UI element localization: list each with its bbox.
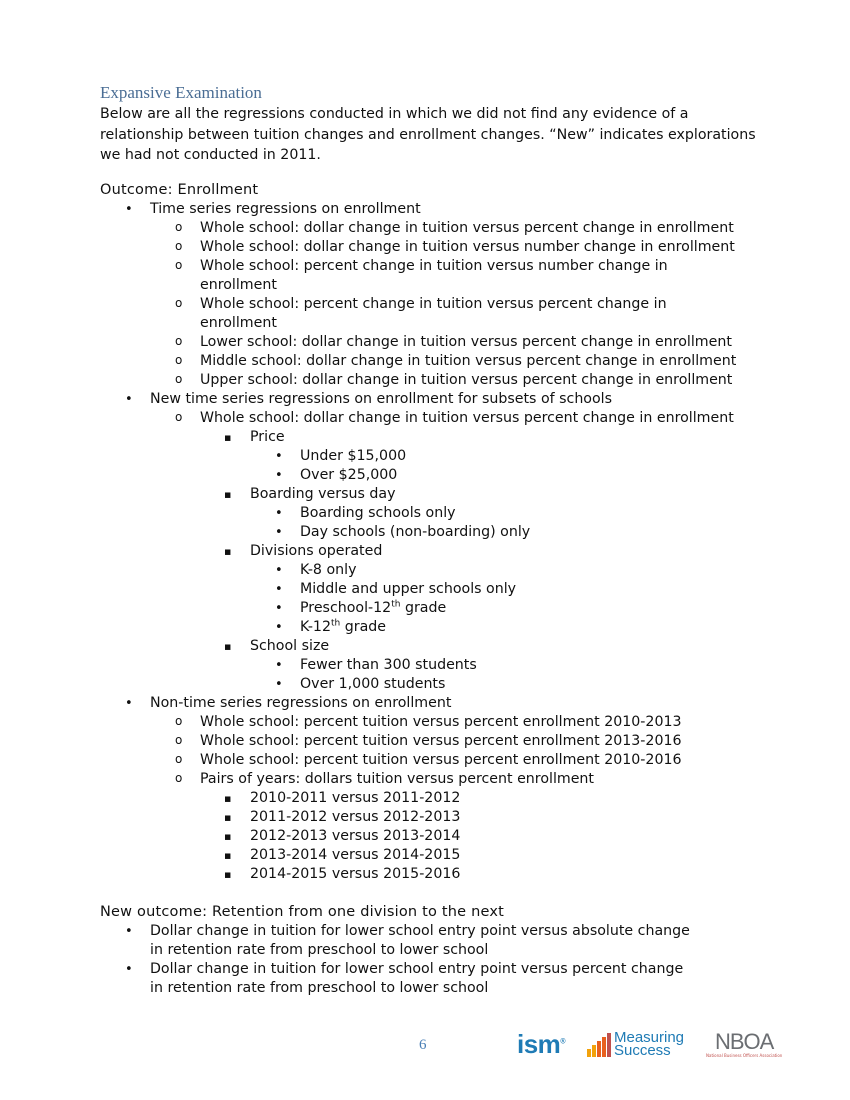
list-item: • Preschool-12th grade — [100, 599, 760, 618]
list-item: • K-8 only — [100, 561, 760, 580]
list-item: o Middle school: dollar change in tuition versus percent change in enrollment — [100, 352, 760, 371]
list-item: ▪ Divisions operated • K-8 only • Middle and upper schools only • Preschool-12th grade • K-12th grade — [100, 542, 760, 637]
list-item: • Time series regressions on enrollment o Whole school: dollar change in tuition versus percent change in enrollment o Whole school: dollar change in tuition versus number change in enrollment o Whole school: percent change in tuition versus number change in enrollment o Whole school: percent change in tuition versus percent change in enrollment o Lower school: dollar change in tuition versus percent change in enrollment o Middle school: dollar change in tuition versus percent change in enrollment o Upper school: dollar change in tuition versus percent change in enrollment — [100, 200, 760, 390]
outcome-enrollment-heading: Outcome: Enrollment — [100, 181, 259, 198]
list-item: • Under $15,000 — [100, 447, 760, 466]
footer-logos — [517, 1026, 782, 1062]
list-item: ▪ 2012-2013 versus 2013-2014 — [100, 827, 760, 846]
list-item: • Middle and upper schools only — [100, 580, 760, 599]
section-title: Expansive Examination — [100, 83, 262, 102]
list-item: • Over 1,000 students — [100, 675, 760, 694]
list-item: o Lower school: dollar change in tuition versus percent change in enrollment — [100, 333, 760, 352]
list-item: • K-12th grade — [100, 618, 760, 637]
list-item: o Whole school: percent tuition versus percent enrollment 2010-2016 — [100, 751, 760, 770]
measuring-success-logo: Measuring Success — [587, 1031, 684, 1057]
list-item: ▪ Price • Under $15,000 • Over $25,000 — [100, 428, 760, 485]
list-item: • Day schools (non-boarding) only — [100, 523, 760, 542]
intro-paragraph: Below are all the regressions conducted in which we did not find any evidence of a relationship between tuition changes and enrollment changes. “New” indicates explorations we had not conducted in 2011. — [100, 106, 756, 163]
list-item: ▪ 2014-2015 versus 2015-2016 — [100, 865, 760, 884]
list-item: • Dollar change in tuition for lower school entry point versus percent change in retention rate from preschool to lower school — [100, 960, 690, 998]
list-item: ▪ 2013-2014 versus 2014-2015 — [100, 846, 760, 865]
list-item: o Whole school: percent change in tuition versus percent change in enrollment — [100, 295, 690, 333]
list-item: • New time series regressions on enrollment for subsets of schools o Whole school: dollar change in tuition versus percent change in enrollment ▪ Price • Under $15,000 • Over $25,000 ▪ Boarding versus day • Boarding schools only • Day schools (non-boarding) only ▪ Divisions operated • K-8 only • Middle and upper schools only • Preschool-12th grade • K-12th grade ▪ School size • Fewer than 300 students • Over 1,000 students — [100, 390, 760, 694]
list-item: • Boarding schools only — [100, 504, 760, 523]
list-item: ▪ Boarding versus day • Boarding schools only • Day schools (non-boarding) only — [100, 485, 760, 542]
list-item: o Whole school: percent change in tuition versus number change in enrollment — [100, 257, 690, 295]
list-item: • Fewer than 300 students — [100, 656, 760, 675]
nboa-logo: NBOA National Business Officers Association — [706, 1028, 783, 1058]
list-item: o Whole school: dollar change in tuition versus number change in enrollment — [100, 238, 760, 257]
list-item: • Dollar change in tuition for lower school entry point versus absolute change in retention rate from preschool to lower school — [100, 922, 690, 960]
list-item: o Whole school: dollar change in tuition versus percent change in enrollment — [100, 219, 760, 238]
bars-icon — [587, 1033, 611, 1057]
enrollment-list — [100, 200, 760, 884]
list-item: ▪ 2011-2012 versus 2012-2013 — [100, 808, 760, 827]
list-item: • Non-time series regressions on enrollment o Whole school: percent tuition versus percent enrollment 2010-2013 o Whole school: percent tuition versus percent enrollment 2013-2016 o Whole school: percent tuition versus percent enrollment 2010-2016 o Pairs of years: dollars tuition versus percent enrollment ▪ 2010-2011 versus 2011-2012 ▪ 2011-2012 versus 2012-2013 ▪ 2012-2013 versus 2013-2014 ▪ 2013-2014 versus 2014-2015 ▪ 2014-2015 versus 2015-2016 — [100, 694, 760, 884]
retention-list — [100, 922, 760, 998]
list-item: o Whole school: percent tuition versus percent enrollment 2010-2013 — [100, 713, 760, 732]
list-item: • Over $25,000 — [100, 466, 760, 485]
list-item: ▪ School size • Fewer than 300 students • Over 1,000 students — [100, 637, 760, 694]
page-number: 6 — [419, 1037, 427, 1053]
list-item: o Pairs of years: dollars tuition versus percent enrollment ▪ 2010-2011 versus 2011-2012 ▪ 2011-2012 versus 2012-2013 ▪ 2012-2013 versus 2013-2014 ▪ 2013-2014 versus 2014-2015 ▪ 2014-2015 versus 2015-2016 — [100, 770, 760, 884]
document-body — [100, 82, 760, 998]
list-item: o Whole school: dollar change in tuition versus percent change in enrollment ▪ Price • Under $15,000 • Over $25,000 ▪ Boarding versus day • Boarding schools only • Day schools (non-boarding) only ▪ Divisions operated • K-8 only • Middle and upper schools only • Preschool-12th grade • K-12th grade ▪ School size • Fewer than 300 students • Over 1,000 students — [100, 409, 760, 694]
list-item: ▪ 2010-2011 versus 2011-2012 — [100, 789, 760, 808]
list-item: o Upper school: dollar change in tuition versus percent change in enrollment — [100, 371, 760, 390]
outcome-retention-heading: New outcome: Retention from one division to the next — [100, 903, 505, 920]
list-item: o Whole school: percent tuition versus percent enrollment 2013-2016 — [100, 732, 760, 751]
ism-logo: ism® — [517, 1028, 565, 1059]
